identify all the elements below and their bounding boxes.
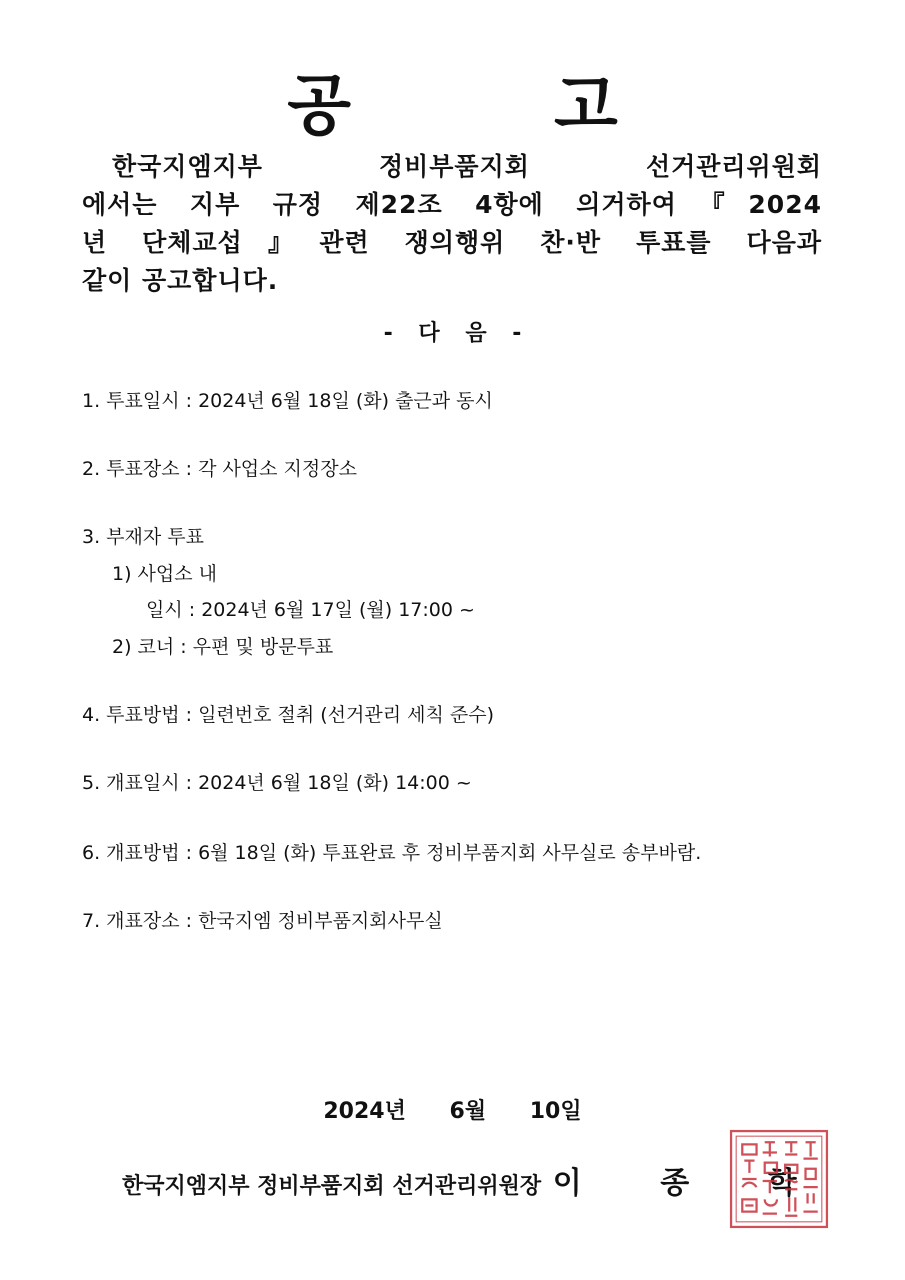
signer-name: 이 종 학 — [552, 1166, 831, 1201]
item-vote-datetime: 1. 투표일시 : 2024년 6월 18일 (화) 출근과 동시 — [82, 390, 493, 412]
intro-line-4: 같이 공고합니다. — [82, 266, 279, 295]
item-vote-location: 2. 투표장소 : 각 사업소 지정장소 — [82, 458, 357, 480]
intro-line-1: 한국지엠지부 정비부품지회 선거관리위원회 — [112, 152, 822, 181]
item-absentee-vote: 3. 부재자 투표 — [82, 526, 204, 548]
item-vote-method: 4. 투표방법 : 일련번호 절취 (선거관리 세칙 준수) — [82, 704, 495, 726]
intro-paragraph — [82, 148, 822, 300]
signer-line — [122, 1158, 831, 1202]
item-absentee-office: 1) 사업소 내 — [112, 563, 217, 585]
page-title: 공 고 — [287, 67, 708, 144]
item-count-datetime: 5. 개표일시 : 2024년 6월 18일 (화) 14:00 ~ — [82, 772, 472, 794]
item-absentee-office-datetime: 일시 : 2024년 6월 17일 (월) 17:00 ~ — [146, 599, 475, 621]
signer-title: 한국지엠지부 정비부품지회 선거관리위원장 — [122, 1174, 542, 1199]
intro-line-2: 에서는 지부 규정 제22조 4항에 의거하여『2024 — [82, 190, 822, 219]
item-count-method: 6. 개표방법 : 6월 18일 (화) 투표완료 후 정비부품지회 사무실로 송부바람. — [82, 842, 702, 864]
notice-date: 2024년 6월 10일 — [323, 1099, 582, 1124]
intro-line-3: 년 단체교섭』관련 쟁의행위 찬·반 투표를 다음과 — [82, 228, 822, 257]
item-absentee-corner: 2) 코너 : 우편 및 방문투표 — [112, 636, 334, 658]
official-seal-icon — [728, 1128, 830, 1230]
item-count-location: 7. 개표장소 : 한국지엠 정비부품지회사무실 — [82, 910, 443, 932]
section-heading: - 다 음 - — [383, 321, 522, 346]
